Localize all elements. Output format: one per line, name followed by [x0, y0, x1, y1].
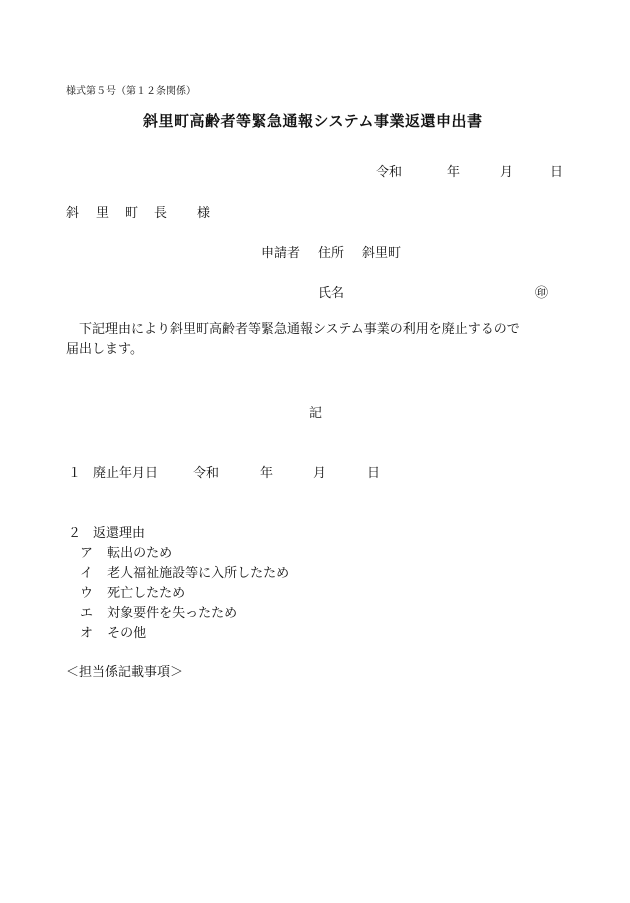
name-label: 氏名 — [318, 286, 345, 301]
reason-option — [80, 622, 146, 641]
item1-era: 令和 — [193, 466, 220, 481]
reason-text: 対象要件を失ったため — [107, 606, 238, 621]
applicant-label: 申請者 — [261, 246, 301, 261]
date-day: 日 — [550, 165, 564, 180]
address-value: 斜里町 — [362, 246, 402, 261]
reason-mark: オ — [80, 626, 94, 641]
form-reference: 様式第５号（第１２条関係） — [66, 86, 196, 97]
reason-text: 死亡したため — [107, 586, 186, 601]
date-year: 年 — [447, 165, 461, 180]
reason-text: その他 — [107, 626, 147, 641]
addressee-char: 町 — [125, 206, 139, 221]
reason-option — [80, 582, 185, 601]
reason-mark: エ — [80, 606, 94, 621]
item2-label: 返還理由 — [93, 526, 146, 541]
body-text — [66, 320, 566, 360]
reason-text: 老人福祉施設等に入所したため — [107, 566, 290, 581]
reason-mark: ウ — [80, 586, 94, 601]
document-title: 斜里町高齢者等緊急通報システム事業返還申出書 — [143, 112, 483, 130]
seal-mark: ㊞ — [535, 286, 549, 301]
item1-label: 廃止年月日 — [93, 466, 159, 481]
item2-number: ２ — [68, 526, 82, 541]
item1-day: 日 — [367, 466, 381, 481]
body-line: 届出します。 — [66, 342, 143, 357]
reason-mark: ア — [80, 546, 94, 561]
body-line: 下記理由により斜里町高齢者等緊急通報システム事業の利用を廃止するので — [79, 322, 520, 337]
addressee-honorific: 様 — [197, 206, 211, 221]
reason-text: 転出のため — [107, 546, 173, 561]
reason-option — [80, 542, 172, 561]
addressee-char: 長 — [154, 206, 168, 221]
addressee-char: 斜 — [66, 206, 80, 221]
item1-month: 月 — [313, 466, 327, 481]
date-era: 令和 — [376, 165, 403, 180]
ki-heading: 記 — [309, 406, 323, 421]
reason-option — [80, 562, 289, 581]
reason-option — [80, 602, 237, 621]
addressee-char: 里 — [96, 206, 110, 221]
date-month: 月 — [500, 165, 514, 180]
item1-year: 年 — [260, 466, 274, 481]
address-label: 住所 — [318, 246, 345, 261]
item1-number: １ — [68, 466, 82, 481]
reason-mark: イ — [80, 566, 94, 581]
staff-section-heading: ＜担当係記載事項＞ — [66, 665, 184, 680]
